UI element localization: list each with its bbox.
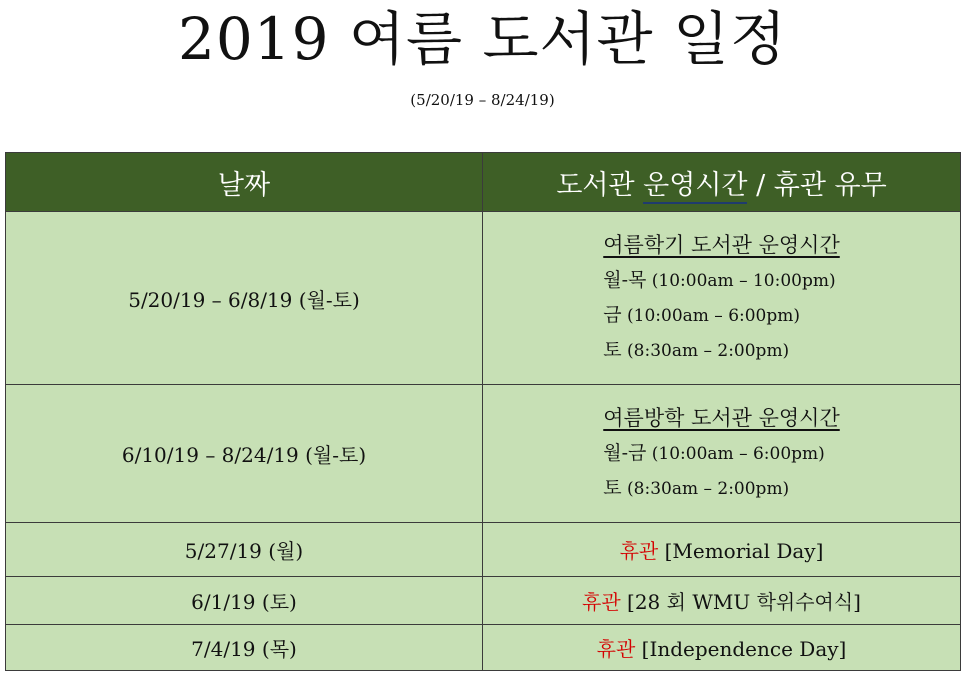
table-row: [6, 625, 961, 671]
row-date: 5/27/19 (월): [6, 523, 483, 577]
schedule-table: [5, 152, 961, 671]
hours-detail: (8:30am – 2:00pm): [621, 478, 790, 499]
header-hours: [483, 153, 961, 212]
hours-block: [603, 402, 840, 506]
hours-line: [603, 436, 840, 471]
header-hours-suffix: / 휴관 유무: [747, 169, 887, 201]
hours-detail: (10:00am – 6:00pm): [646, 443, 825, 464]
row-date: 6/10/19 – 8/24/19 (월-토): [6, 385, 483, 523]
closed-label: 휴관: [596, 637, 636, 661]
hours-line: [603, 298, 840, 333]
hours-detail: (8:30am – 2:00pm): [621, 340, 790, 361]
header-hours-prefix: 도서관: [556, 169, 644, 201]
hours-line: [603, 333, 840, 368]
hours-detail: (10:00am – 10:00pm): [646, 270, 836, 291]
header-date: 날짜: [6, 153, 483, 212]
page-title: 2019 여름 도서관 일정: [177, 5, 788, 73]
table-row: [6, 385, 961, 523]
hours-block: [603, 229, 840, 368]
row-hours: [483, 212, 961, 385]
table-header-row: [6, 153, 961, 212]
closed-reason: [28 회 WMU 학위수여식]: [620, 590, 861, 614]
hours-line: [603, 471, 840, 506]
closed-label: 휴관: [582, 590, 621, 614]
row-date: 5/20/19 – 6/8/19 (월-토): [6, 212, 483, 385]
row-status: [483, 523, 961, 577]
table-row: [6, 212, 961, 385]
row-hours: [483, 385, 961, 523]
hours-title: 여름학기 도서관 운영시간: [603, 232, 840, 257]
hours-day: 토: [603, 476, 622, 499]
closed-label: 휴관: [619, 539, 659, 563]
hours-line: [603, 263, 840, 298]
hours-detail: (10:00am – 6:00pm): [621, 305, 801, 326]
row-date: 6/1/19 (토): [6, 577, 483, 625]
row-status: [483, 577, 961, 625]
table-row: [6, 577, 961, 625]
hours-day: 월-금: [603, 441, 647, 464]
header-hours-underlined: 운영시간: [643, 170, 747, 204]
hours-day: 금: [603, 303, 622, 326]
table-row: [6, 523, 961, 577]
closed-reason: [Memorial Day]: [658, 539, 824, 563]
hours-day: 월-목: [603, 268, 647, 291]
closed-reason: [Independence Day]: [635, 637, 847, 661]
row-date: 7/4/19 (목): [6, 625, 483, 671]
row-status: [483, 625, 961, 671]
hours-title: 여름방학 도서관 운영시간: [603, 405, 840, 430]
hours-day: 토: [603, 338, 622, 361]
date-range-subtitle: (5/20/19 – 8/24/19): [410, 91, 555, 109]
